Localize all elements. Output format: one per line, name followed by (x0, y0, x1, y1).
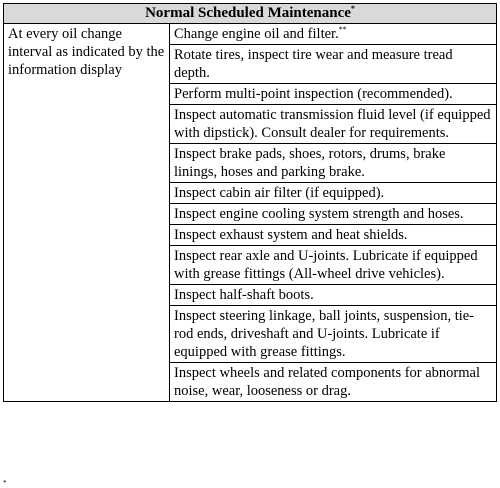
task-text: Perform multi-point inspection (recommended). (174, 86, 453, 102)
task-cell (170, 105, 497, 144)
task-text: Inspect rear axle and U-joints. Lubricate if equipped with grease fittings (All-wheel drive vehicles). (174, 248, 478, 282)
task-footnote-marker: ** (338, 25, 347, 34)
task-cell (170, 183, 497, 204)
task-text: Change engine oil and filter. (174, 26, 339, 42)
task-cell (170, 204, 497, 225)
task-cell (170, 84, 497, 105)
task-text: Inspect engine cooling system strength and hoses. (174, 206, 464, 222)
task-text: Inspect steering linkage, ball joints, suspension, tie-rod ends, driveshaft and U-joints. Lubricate if equipped with grease fittings. (174, 308, 475, 360)
task-cell (170, 285, 497, 306)
task-text: Inspect brake pads, shoes, rotors, drums, brake linings, hoses and parking brake. (174, 146, 446, 180)
maintenance-table (3, 3, 497, 402)
task-cell (170, 144, 497, 183)
task-text: Inspect half-shaft boots. (174, 287, 314, 303)
task-text: Inspect wheels and related components for abnormal noise, wear, looseness or drag. (174, 365, 481, 399)
task-cell (170, 246, 497, 285)
task-text: Inspect exhaust system and heat shields. (174, 227, 408, 243)
interval-cell: At every oil change interval as indicated by the information display (4, 24, 170, 402)
table-row (4, 24, 497, 45)
footnote-marker: * (3, 479, 7, 487)
task-text: Inspect cabin air filter (if equipped). (174, 185, 385, 201)
task-cell (170, 24, 497, 45)
task-cell (170, 45, 497, 84)
task-cell (170, 363, 497, 402)
table-title (4, 4, 497, 24)
table-header-row (4, 4, 497, 24)
task-text: Inspect automatic transmission fluid level (if equipped with dipstick). Consult dealer for requirements. (174, 107, 491, 141)
task-list (4, 24, 497, 402)
task-cell (170, 225, 497, 246)
table-title-text: Normal Scheduled Maintenance (145, 5, 351, 21)
table-title-footnote-marker: * (350, 4, 355, 13)
task-cell (170, 306, 497, 363)
task-text: Rotate tires, inspect tire wear and measure tread depth. (174, 47, 453, 81)
